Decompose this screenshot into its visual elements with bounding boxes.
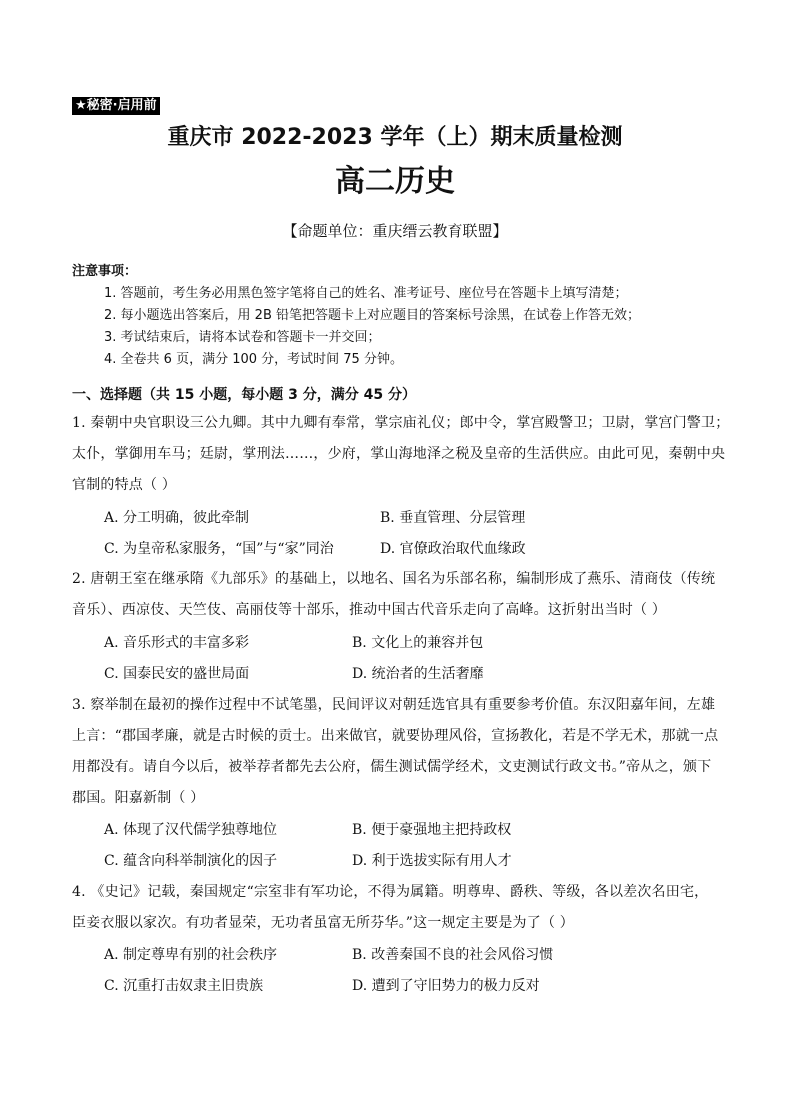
notice-item: 2. 每小题选出答案后，用 2B 铅笔把答题卡上对应题目的答案标号涂黑，在试卷上作答无效； — [104, 308, 640, 323]
question-4-line: 臣妾衣服以家次。有功者显荣，无功者虽富无所芬华。”这一规定主要是为了（ ） — [72, 915, 575, 931]
question-3-option-c: C. 蕴含向科举制演化的因子 — [104, 853, 278, 869]
notice-item: 3. 考试结束后，请将本试卷和答题卡一并交回； — [104, 330, 381, 345]
question-1-option-a: A. 分工明确，彼此牵制 — [104, 510, 250, 526]
question-1-line: 太仆，掌御用车马；廷尉，掌刑法……，少府，掌山海地泽之税及皇帝的生活供应。由此可见，秦朝中央 — [72, 446, 726, 462]
question-4-option-b: B. 改善秦国不良的社会风俗习惯 — [352, 947, 554, 963]
notice-list — [104, 283, 640, 371]
question-3-line: 用都没有。请自今以后，被举荐者都先去公府，儒生测试儒学经术，文吏测试行政文书。”帝从之，颁下 — [72, 759, 712, 775]
question-3-line: 郡国。阳嘉新制（ ） — [72, 790, 205, 806]
question-2-option-d: D. 统治者的生活奢靡 — [352, 666, 484, 682]
question-3-option-b: B. 便于豪强地主把持政权 — [352, 822, 512, 838]
question-1-line: 1. 秦朝中央官职设三公九卿。其中九卿有奉常，掌宗庙礼仪；郎中令，掌宫殿警卫；卫尉，掌宫门警卫； — [72, 415, 730, 431]
question-3-option-a: A. 体现了汉代儒学独尊地位 — [104, 822, 278, 838]
question-1-option-d: D. 官僚政治取代血缘政 — [380, 541, 526, 557]
question-1-option-c: C. 为皇帝私家服务，“国”与“家”同治 — [104, 541, 334, 557]
question-4-line: 4. 《史记》记载，秦国规定“宗室非有军功论，不得为属籍。明尊卑、爵秩、等级，各以差次名田宅， — [72, 884, 709, 900]
exam-unit: 【命题单位：重庆缙云教育联盟】 — [282, 222, 508, 240]
exam-subject: 高二历史 — [335, 164, 455, 199]
question-3-line: 上言：“郡国孝廉，就是古时候的贡士。出来做官，就要协理风俗，宣扬教化，若是不学无术，那就一点 — [72, 728, 719, 744]
secret-badge: ★秘密·启用前 — [72, 97, 160, 115]
notice-item: 4. 全卷共 6 页，满分 100 分，考试时间 75 分钟。 — [104, 352, 403, 367]
question-2-option-c: C. 国泰民安的盛世局面 — [104, 666, 250, 682]
question-2-option-a: A. 音乐形式的丰富多彩 — [104, 635, 250, 651]
question-2-line: 2. 唐朝王室在继承隋《九部乐》的基础上，以地名、国名为乐部名称，编制形成了燕乐、清商伎（传统 — [72, 571, 716, 587]
question-4-option-d: D. 遭到了守旧势力的极力反对 — [352, 978, 540, 994]
question-2-option-b: B. 文化上的兼容并包 — [352, 635, 484, 651]
question-2-line: 音乐）、西凉伎、天竺伎、高丽伎等十部乐，推动中国古代音乐走向了高峰。这折射出当时（ ） — [72, 602, 667, 618]
question-3-option-d: D. 利于选拔实际有用人才 — [352, 853, 512, 869]
question-1-option-b: B. 垂直管理、分层管理 — [380, 510, 526, 526]
question-3-line: 3. 察举制在最初的操作过程中不试笔墨，民间评议对朝廷选官具有重要参考价值。东汉阳嘉年间，左雄 — [72, 697, 716, 713]
question-4-option-a: A. 制定尊卑有别的社会秩序 — [104, 947, 278, 963]
question-1-line: 官制的特点（ ） — [72, 477, 177, 493]
section-title: 一、选择题（共 15 小题，每小题 3 分，满分 45 分） — [72, 387, 416, 403]
notice-item: 1. 答题前，考生务必用黑色签字笔将自己的姓名、准考证号、座位号在答题卡上填写清楚； — [104, 286, 628, 301]
exam-title: 重庆市 2022-2023 学年（上）期末质量检测 — [167, 125, 623, 150]
notice-title: 注意事项： — [72, 264, 138, 279]
question-4-option-c: C. 沉重打击奴隶主旧贵族 — [104, 978, 264, 994]
